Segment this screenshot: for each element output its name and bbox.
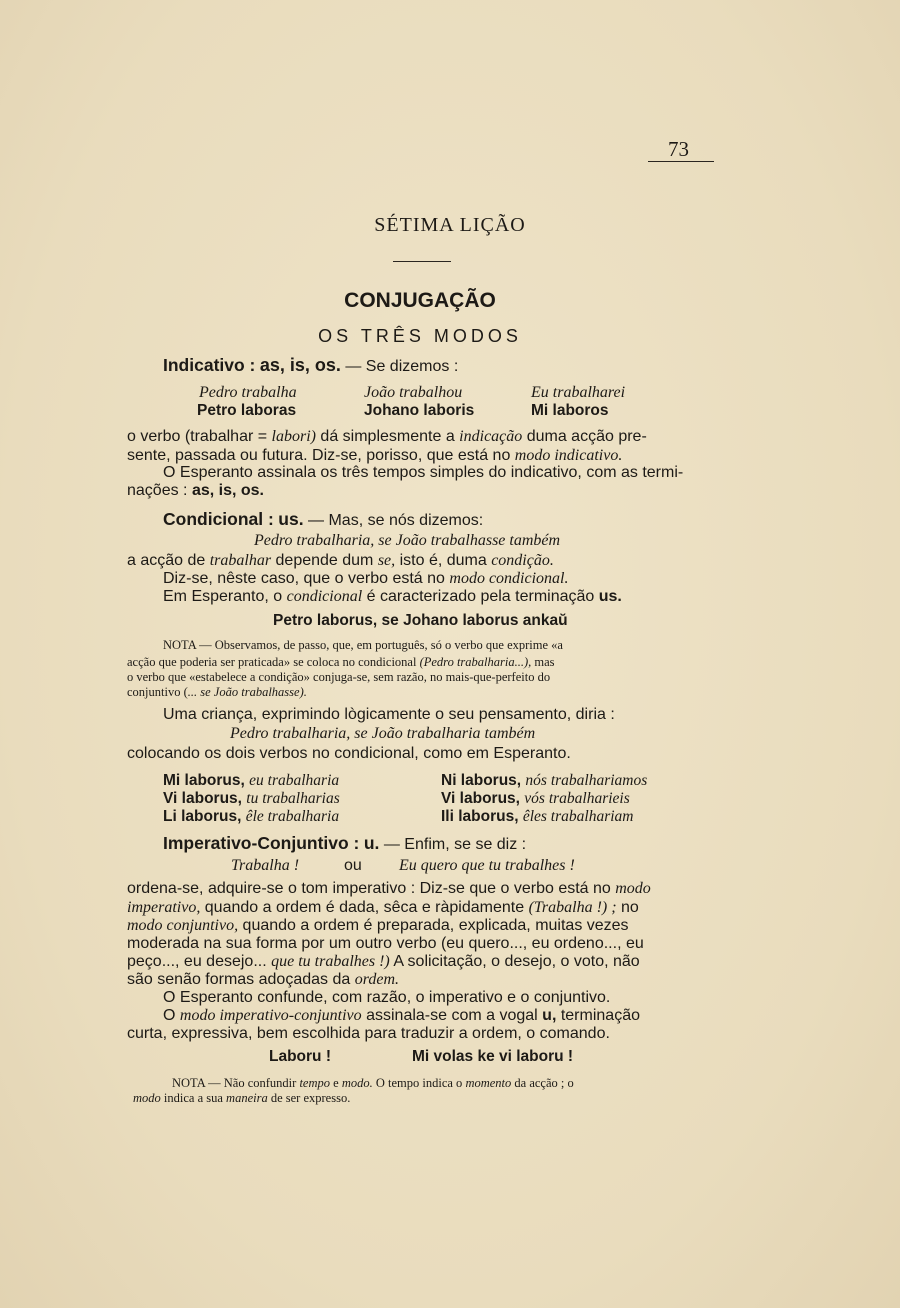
nota2-line-2 xyxy=(133,1091,350,1106)
page-number: 73 xyxy=(668,137,689,161)
nota1-line-1: NOTA — Observamos, de passo, que, em português, só o verbo que exprime «a xyxy=(163,638,563,652)
condicional-line-1 xyxy=(127,552,554,570)
imperativo-line-2 xyxy=(127,899,639,917)
pt-form: nós trabalhariamos xyxy=(525,772,648,789)
condicional-intro: — Mas, se nós dizemos: xyxy=(308,512,484,529)
text-italic: modo conjuntivo, xyxy=(127,917,239,934)
condicional-line-3 xyxy=(163,588,622,606)
text: Diz-se, nêste caso, que o verbo está no xyxy=(163,570,450,587)
pt-form: êle trabalharia xyxy=(245,808,340,825)
imperativo-ending: u. xyxy=(363,833,380,853)
imperativo-eo-example-1: Laboru ! xyxy=(269,1048,331,1065)
text-bold: us. xyxy=(598,588,622,605)
text-italic: condição. xyxy=(491,552,554,569)
imperativo-intro: — Enfim, se se diz : xyxy=(383,836,527,853)
text-italic: que tu trabalhes !) xyxy=(271,953,390,970)
imperativo-line-5 xyxy=(127,953,640,971)
text: no xyxy=(616,899,639,916)
page-number-rule xyxy=(648,161,714,162)
imperativo-line-9: curta, expressiva, bem escolhida para traduzir a ordem, o comando. xyxy=(127,1025,610,1042)
text: terminação xyxy=(556,1007,640,1024)
text: duma acção pre- xyxy=(522,428,647,445)
section-subheading: OS TRÊS MODOS xyxy=(318,326,522,346)
pt-form: eu trabalharia xyxy=(249,772,340,789)
nota2-line-1 xyxy=(172,1076,574,1091)
text-italic: tempo xyxy=(299,1076,331,1090)
pt-form: vós trabalharieis xyxy=(524,790,630,807)
conj-row-2-right xyxy=(441,790,630,808)
text: e xyxy=(330,1076,342,1090)
imperativo-line-8 xyxy=(163,1007,640,1025)
crianca-line-3: colocando os dois verbos no condicional, como em Esperanto. xyxy=(127,745,571,762)
text: peço..., eu desejo... xyxy=(127,953,272,970)
text: NOTA — Não confundir xyxy=(172,1076,300,1090)
indicativo-paragraph-line-2 xyxy=(127,447,622,465)
example-pt-3: Eu trabalharei xyxy=(531,384,626,401)
text-italic: momento xyxy=(465,1076,512,1090)
eo-form: Vi laborus, xyxy=(163,790,242,807)
text: Em Esperanto, o xyxy=(163,588,287,605)
text-italic: ... se João trabalhasse). xyxy=(187,685,307,699)
text: nações : xyxy=(127,482,192,499)
text: assinala-se com a vogal xyxy=(361,1007,543,1024)
conj-row-2-left xyxy=(163,790,340,808)
condicional-example: Pedro trabalharia, se João trabalhasse também xyxy=(254,532,561,549)
text-italic: condicional xyxy=(286,588,363,605)
eo-form: Ni laborus, xyxy=(441,772,522,789)
example-eo-3: Mi laboros xyxy=(531,402,609,419)
text-italic: ordem. xyxy=(354,971,399,988)
imperativo-line-4: moderada na sua forma por um outro verbo (eu quero..., eu ordeno..., eu xyxy=(127,935,644,952)
imperativo-ou: ou xyxy=(344,857,362,874)
text-italic: modo xyxy=(133,1091,161,1105)
indicativo-label: Indicativo : xyxy=(163,355,256,375)
example-eo-2: Johano laboris xyxy=(364,402,475,419)
text: quando a ordem é preparada, explicada, muitas vezes xyxy=(238,917,629,934)
text-italic: modo condicional. xyxy=(449,570,569,587)
text-bold: u, xyxy=(542,1007,557,1024)
eo-form: Li laborus, xyxy=(163,808,242,825)
condicional-heading xyxy=(163,509,483,530)
indicativo-intro: — Se dizemos : xyxy=(345,358,459,375)
text-italic: labori) xyxy=(271,428,316,445)
text-italic: imperativo, xyxy=(127,899,201,916)
conj-row-1-left xyxy=(163,772,339,790)
nota1-line-2 xyxy=(127,655,555,670)
pt-form: tu trabalharias xyxy=(246,790,340,807)
text: O xyxy=(163,1007,180,1024)
text-italic: modo. xyxy=(341,1076,373,1090)
imperativo-line-1 xyxy=(127,880,651,898)
text-italic: se, xyxy=(377,552,396,569)
conj-row-3-right xyxy=(441,808,633,826)
text: quando a ordem é dada, sêca e ràpidamente xyxy=(200,899,529,916)
imperativo-line-3 xyxy=(127,917,629,935)
text: é caracterizado pela terminação xyxy=(362,588,599,605)
text-italic: maneira xyxy=(226,1091,268,1105)
text-italic: modo indicativo. xyxy=(514,447,623,464)
imperativo-line-7: O Esperanto confunde, com razão, o imperativo e o conjuntivo. xyxy=(163,989,611,1006)
text: conjuntivo ( xyxy=(127,685,188,699)
text-italic: indicação xyxy=(459,428,523,445)
indicativo-paragraph-2-line-1: O Esperanto assinala os três tempos simples do indicativo, com as termi- xyxy=(163,464,684,481)
text-italic: trabalhar xyxy=(209,552,272,569)
text: da acção ; o xyxy=(511,1076,574,1090)
text: O tempo indica o xyxy=(372,1076,466,1090)
text: mas xyxy=(531,655,555,669)
indicativo-paragraph-line-1 xyxy=(127,428,647,446)
conj-row-1-right xyxy=(441,772,647,790)
indicativo-endings: as, is, os. xyxy=(259,355,341,375)
text-bold: as, is, os. xyxy=(191,482,264,499)
text-italic: (Pedro trabalharia...), xyxy=(419,655,532,669)
eo-form: Ili laborus, xyxy=(441,808,519,825)
text: indica a sua xyxy=(160,1091,227,1105)
imperativo-line-6 xyxy=(127,971,399,989)
imperativo-example-1: Trabalha ! xyxy=(231,857,300,874)
nota1-line-4 xyxy=(127,685,307,700)
condicional-eo-example: Petro laborus, se Johano laborus ankaŭ xyxy=(273,612,568,629)
indicativo-heading xyxy=(163,355,458,376)
text-italic: modo xyxy=(615,880,651,897)
example-pt-1: Pedro trabalha xyxy=(199,384,297,401)
indicativo-paragraph-2-line-2 xyxy=(127,482,264,500)
conj-row-3-left xyxy=(163,808,339,826)
lesson-title: SÉTIMA LIÇÃO xyxy=(374,214,526,236)
section-heading: CONJUGAÇÃO xyxy=(344,289,496,312)
text: depende dum xyxy=(271,552,378,569)
example-pt-2: João trabalhou xyxy=(364,384,463,401)
text: acção que poderia ser praticada» se coloca no condicional xyxy=(127,655,420,669)
text: o verbo (trabalhar = xyxy=(127,428,272,445)
condicional-label: Condicional : xyxy=(163,509,274,529)
text-italic: (Trabalha !) ; xyxy=(528,899,617,916)
example-eo-1: Petro laboras xyxy=(197,402,297,419)
crianca-example: Pedro trabalharia, se João trabalharia também xyxy=(230,725,536,742)
text: A solicitação, o desejo, o voto, não xyxy=(389,953,640,970)
imperativo-example-2: Eu quero que tu trabalhes ! xyxy=(399,857,575,874)
text: ordena-se, adquire-se o tom imperativo : Diz-se que o verbo está no xyxy=(127,880,616,897)
text: isto é, duma xyxy=(395,552,492,569)
imperativo-heading xyxy=(163,833,526,854)
text-italic: modo imperativo-conjuntivo xyxy=(179,1007,362,1024)
title-divider xyxy=(393,261,451,262)
text: são senão formas adoçadas da xyxy=(127,971,355,988)
imperativo-label: Imperativo-Conjuntivo : xyxy=(163,833,360,853)
eo-form: Mi laborus, xyxy=(163,772,245,789)
imperativo-eo-example-2: Mi volas ke vi laboru ! xyxy=(412,1048,574,1065)
pt-form: êles trabalhariam xyxy=(522,808,634,825)
condicional-line-2 xyxy=(163,570,568,588)
condicional-ending: us. xyxy=(278,509,304,529)
eo-form: Vi laborus, xyxy=(441,790,520,807)
text: de ser expresso. xyxy=(267,1091,351,1105)
text: a acção de xyxy=(127,552,210,569)
text: sente, passada ou futura. Diz-se, porisso, que está no xyxy=(127,447,515,464)
text: dá simplesmente a xyxy=(315,428,460,445)
nota1-line-3: o verbo que «estabelece a condição» conjuga-se, sem razão, no mais-que-perfeito do xyxy=(127,670,551,684)
crianca-line-1: Uma criança, exprimindo lògicamente o seu pensamento, diria : xyxy=(163,706,615,723)
